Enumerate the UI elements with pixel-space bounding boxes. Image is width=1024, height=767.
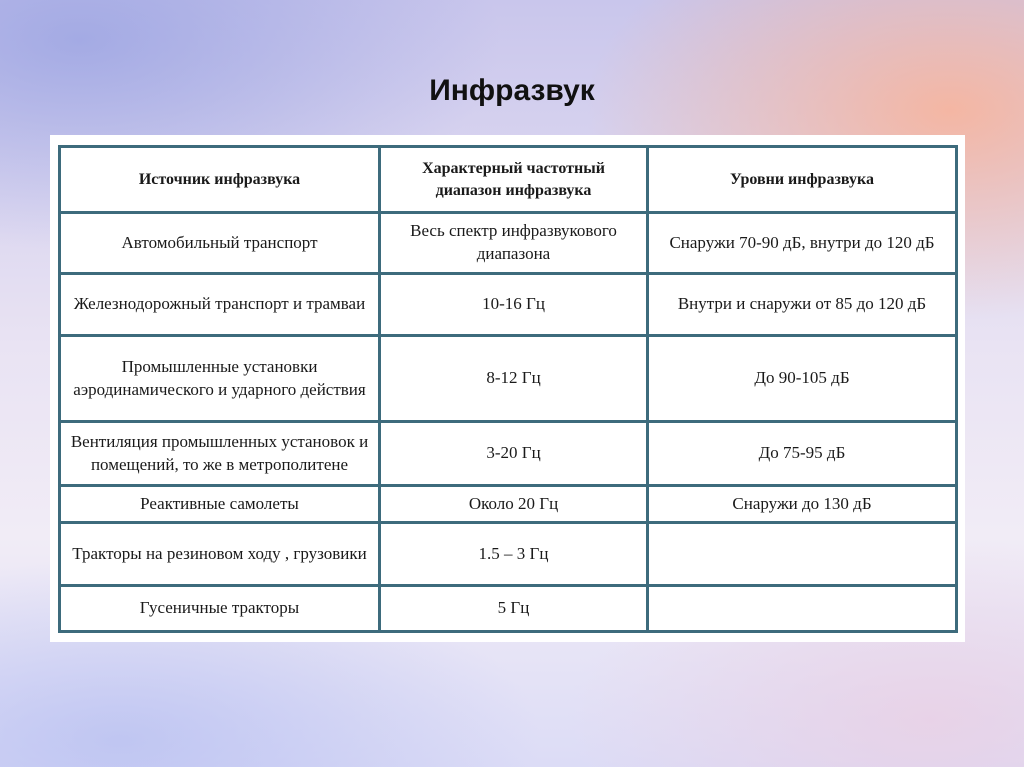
cell-level: Снаружи до 130 дБ [648,486,957,523]
cell-frequency: 3-20 Гц [380,422,648,486]
cell-frequency: Около 20 Гц [380,486,648,523]
cell-source: Вентиляция промышленных установок и помещений, то же в метрополитене [60,422,380,486]
cell-frequency: 5 Гц [380,586,648,632]
cell-level: До 90-105 дБ [648,336,957,422]
table-row [60,274,957,336]
slide-title: Инфразвук [429,74,595,107]
cell-source: Железнодорожный транспорт и трамваи [60,274,380,336]
cell-frequency: 1.5 – 3 Гц [380,523,648,586]
table-card [50,135,965,642]
cell-frequency: Весь спектр инфразвукового диапазона [380,213,648,274]
cell-source: Гусеничные тракторы [60,586,380,632]
cell-source: Автомобильный транспорт [60,213,380,274]
table-row [60,586,957,632]
table-row [60,213,957,274]
cell-level: До 75-95 дБ [648,422,957,486]
cell-frequency: 8-12 Гц [380,336,648,422]
cell-level [648,586,957,632]
cell-source: Реактивные самолеты [60,486,380,523]
table-row [60,336,957,422]
table-header-row [60,147,957,213]
cell-source: Промышленные установки аэродинамического и ударного действия [60,336,380,422]
infrasound-table [58,145,958,633]
cell-level: Снаружи 70-90 дБ, внутри до 120 дБ [648,213,957,274]
header-levels: Уровни инфразвука [648,147,957,213]
cell-frequency: 10-16 Гц [380,274,648,336]
header-frequency-range: Характерный частотный диапазон инфразвука [380,147,648,213]
cell-level: Внутри и снаружи от 85 до 120 дБ [648,274,957,336]
header-source: Источник инфразвука [60,147,380,213]
cell-source: Тракторы на резиновом ходу , грузовики [60,523,380,586]
table-row [60,486,957,523]
cell-level [648,523,957,586]
table-row [60,422,957,486]
table-row [60,523,957,586]
